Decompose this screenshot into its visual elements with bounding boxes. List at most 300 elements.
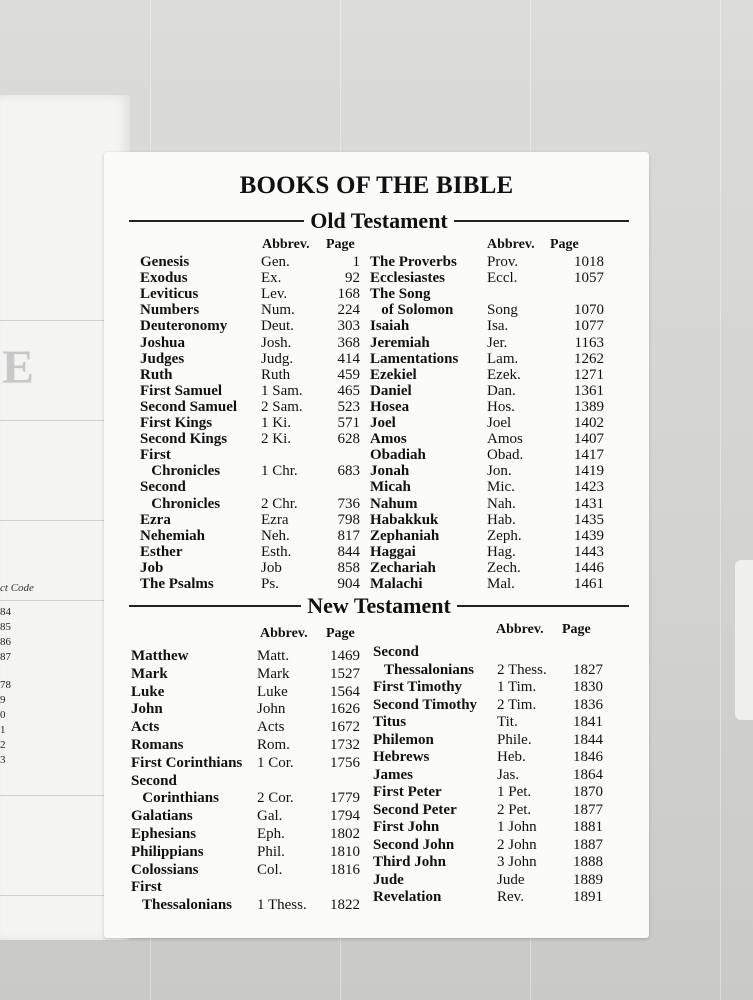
book-abbrev: 2 Ki. <box>261 431 291 448</box>
book-name: Zephaniah <box>370 527 440 544</box>
book-name: Deuteronomy <box>140 318 228 335</box>
book-entry <box>370 286 640 303</box>
book-entry <box>140 286 360 303</box>
left-page-codes-b <box>0 678 11 768</box>
book-name: Daniel <box>370 382 412 399</box>
left-page-rule <box>0 420 118 421</box>
book-entry <box>140 335 360 352</box>
book-page-number: 1827 <box>573 661 603 678</box>
book-name: First Samuel <box>140 382 223 399</box>
book-name: Zechariah <box>370 559 436 576</box>
book-abbrev: Num. <box>261 302 295 319</box>
book-abbrev: 1 Cor. <box>257 754 294 771</box>
book-abbrev: Jon. <box>487 463 512 480</box>
book-name: Philemon <box>373 731 434 748</box>
book-abbrev: 3 John <box>497 854 537 870</box>
book-name: Hosea <box>370 398 410 415</box>
book-name: Galatians <box>131 808 193 825</box>
left-page-rule <box>0 320 118 321</box>
book-entry <box>370 576 640 593</box>
book-abbrev: Dan. <box>487 382 516 399</box>
book-name: First Corinthians <box>131 754 243 771</box>
book-page-number: 1881 <box>573 819 603 835</box>
book-entry <box>140 447 360 464</box>
book-entry <box>140 528 360 545</box>
book-page-number: 523 <box>337 398 360 415</box>
book-name: Malachi <box>370 576 423 592</box>
book-page-number: 858 <box>337 559 360 576</box>
book-page-number: 1527 <box>330 665 360 682</box>
book-abbrev: Hab. <box>487 511 516 528</box>
book-page-number: 1271 <box>574 366 604 383</box>
book-name: Second <box>140 479 186 496</box>
book-entry <box>140 254 360 271</box>
book-abbrev: Mark <box>257 665 290 682</box>
code-value: 86 <box>0 636 11 648</box>
book-page-number: 1822 <box>330 897 360 914</box>
book-page-number: 303 <box>337 318 360 335</box>
book-abbrev: Eph. <box>257 826 285 842</box>
book-entry <box>131 666 371 683</box>
book-abbrev: 2 Thess. <box>497 661 547 678</box>
book-name: Romans <box>131 737 184 753</box>
book-name: Micah <box>370 479 411 496</box>
book-entry <box>140 431 360 448</box>
book-page-number: 1419 <box>574 463 604 480</box>
book-entry <box>140 302 360 319</box>
book-abbrev: Esth. <box>261 543 292 560</box>
book-entry <box>373 889 633 906</box>
book-page-number: 168 <box>337 286 360 303</box>
surface-seam <box>720 0 721 1000</box>
book-abbrev: Mic. <box>487 479 515 496</box>
book-abbrev: Job <box>261 559 282 576</box>
book-entry <box>373 854 633 871</box>
book-entry <box>131 879 371 896</box>
book-name: Jonah <box>370 463 410 480</box>
book-page-number: 1431 <box>574 495 604 512</box>
book-abbrev: Matt. <box>257 648 290 664</box>
left-page-rule <box>0 600 118 601</box>
book-name: Second Samuel <box>140 398 238 415</box>
book-entry <box>373 872 633 889</box>
book-page-number: 1077 <box>574 318 604 335</box>
book-name: First <box>140 447 171 464</box>
book-page-number: 1864 <box>573 766 603 783</box>
book-entry <box>370 544 640 561</box>
book-name: Ezra <box>140 511 171 528</box>
book-page-number: 1888 <box>573 854 603 870</box>
book-name: James <box>373 766 413 783</box>
book-page-number: 92 <box>345 270 360 287</box>
heading-rule-right <box>457 605 629 607</box>
book-abbrev: Rev. <box>497 889 524 905</box>
left-page-codes-a <box>0 605 11 665</box>
book-name: of Solomon <box>370 302 454 319</box>
book-name: First <box>131 879 162 896</box>
book-name: First John <box>373 819 440 835</box>
book-abbrev: Ps. <box>261 576 279 592</box>
book-entry <box>370 560 640 577</box>
book-entry <box>370 383 640 400</box>
background-object <box>735 560 753 720</box>
book-name: Haggai <box>370 543 416 560</box>
book-name: Jude <box>373 871 404 888</box>
left-page-letter: E <box>2 341 35 394</box>
book-page-number: 414 <box>337 350 360 367</box>
book-entry <box>140 544 360 561</box>
book-page-number: 1163 <box>574 334 604 351</box>
book-page-number: 1870 <box>573 784 603 800</box>
ot-left-abbrev-header: Abbrev. <box>262 237 310 252</box>
book-abbrev: Eccl. <box>487 270 518 287</box>
book-entry <box>373 749 633 766</box>
book-entry <box>131 755 371 772</box>
book-page-number: 798 <box>337 511 360 528</box>
book-abbrev: 2 Cor. <box>257 790 294 807</box>
book-name: Numbers <box>140 302 200 319</box>
book-abbrev: 1 Ki. <box>261 415 291 431</box>
book-page-number: 465 <box>337 382 360 399</box>
left-page-code-label: ct Code <box>0 582 34 594</box>
nt-left-page-header: Page <box>326 626 355 641</box>
book-page-number: 1802 <box>330 826 360 842</box>
book-name: Second Timothy <box>373 696 478 713</box>
book-entry <box>131 808 371 825</box>
book-entry <box>140 479 360 496</box>
book-entry <box>370 479 640 496</box>
code-value: 3 <box>0 754 6 766</box>
book-entry <box>140 496 360 513</box>
book-name: Nahum <box>370 495 418 512</box>
book-entry <box>370 351 640 368</box>
book-entry <box>140 367 360 384</box>
book-abbrev: 1 Chr. <box>261 463 298 480</box>
book-abbrev: Joel <box>487 415 512 431</box>
book-name: Revelation <box>373 889 442 905</box>
book-entry <box>370 367 640 384</box>
book-entry <box>370 415 640 432</box>
code-value: 9 <box>0 694 6 706</box>
book-abbrev: Mal. <box>487 576 515 592</box>
book-name: Thessalonians <box>131 897 233 914</box>
book-name: Thessalonians <box>373 661 475 678</box>
book-abbrev: Prov. <box>487 254 519 270</box>
book-abbrev: 2 Chr. <box>261 495 298 512</box>
book-name: Philippians <box>131 843 204 860</box>
book-entry <box>131 773 371 790</box>
book-name: Mark <box>131 665 168 682</box>
book-abbrev: Jas. <box>497 766 520 783</box>
book-abbrev: Ezra <box>261 511 289 528</box>
book-page-number: 1564 <box>330 683 360 700</box>
book-page-number: 1891 <box>573 889 603 905</box>
book-entry <box>370 431 640 448</box>
book-abbrev: Neh. <box>261 527 290 544</box>
book-entry <box>131 790 371 807</box>
book-name: Second Kings <box>140 431 228 448</box>
book-name: First Kings <box>140 415 213 431</box>
book-page-number: 1417 <box>574 447 604 464</box>
book-entry <box>370 512 640 529</box>
book-entry <box>373 697 633 714</box>
book-page-number: 1435 <box>574 511 604 528</box>
book-abbrev: John <box>257 701 286 718</box>
book-entry <box>370 318 640 335</box>
nt-right-abbrev-header: Abbrev. <box>496 622 544 637</box>
book-page-number: 1402 <box>574 415 604 431</box>
book-page-number: 1756 <box>330 754 360 771</box>
book-entry <box>140 399 360 416</box>
book-abbrev: Gal. <box>257 808 283 825</box>
book-entry <box>131 737 371 754</box>
book-abbrev: Amos <box>487 431 523 448</box>
book-name: Ruth <box>140 366 173 383</box>
book-name: Luke <box>131 683 165 700</box>
book-entry <box>370 528 640 545</box>
book-name: Matthew <box>131 648 189 664</box>
book-entry <box>370 270 640 287</box>
book-page-number: 1887 <box>573 836 603 853</box>
book-abbrev: Hag. <box>487 543 516 560</box>
book-abbrev: 1 John <box>497 819 537 835</box>
book-name: Habakkuk <box>370 511 439 528</box>
book-page-number: 736 <box>337 495 360 512</box>
page-title: BOOKS OF THE BIBLE <box>239 172 514 199</box>
code-value: 0 <box>0 709 6 721</box>
book-name: The Proverbs <box>370 254 457 270</box>
book-name: Joshua <box>140 334 186 351</box>
book-abbrev: 1 Tim. <box>497 679 537 695</box>
book-name: Amos <box>370 431 407 448</box>
nt-right-page-header: Page <box>562 622 591 637</box>
book-page-number: 1361 <box>574 382 604 399</box>
book-page-number: 1830 <box>573 679 603 695</box>
book-entry <box>373 784 633 801</box>
book-page-number: 1423 <box>574 479 604 496</box>
book-name: Lamentations <box>370 350 459 367</box>
book-abbrev: Acts <box>257 719 285 736</box>
book-abbrev: 2 John <box>497 836 537 853</box>
book-page-number: 1262 <box>574 350 604 367</box>
book-abbrev: Tit. <box>497 714 518 730</box>
book-name: John <box>131 701 163 718</box>
book-abbrev: Judg. <box>261 350 294 367</box>
book-abbrev: Zeph. <box>487 527 522 544</box>
book-name: Genesis <box>140 254 190 270</box>
book-entry <box>373 644 633 661</box>
ot-right-page-header: Page <box>550 237 579 252</box>
book-name: Obadiah <box>370 447 426 464</box>
book-entry <box>373 819 633 836</box>
book-page-number: 1018 <box>574 254 604 270</box>
book-page-number: 1446 <box>574 559 604 576</box>
code-value: 78 <box>0 679 11 691</box>
book-name: Isaiah <box>370 318 410 335</box>
book-abbrev: Lam. <box>487 350 519 367</box>
book-name: Chronicles <box>140 495 221 512</box>
book-entry <box>131 701 371 718</box>
book-page-number: 1469 <box>330 648 360 664</box>
book-name: Second Peter <box>373 801 457 818</box>
old-testament-label: Old Testament <box>310 208 448 233</box>
book-entry <box>373 802 633 819</box>
book-name: Hebrews <box>373 749 430 765</box>
code-value: 87 <box>0 651 11 663</box>
book-entry <box>373 714 633 731</box>
book-page-number: 1810 <box>330 843 360 860</box>
book-page-number: 1389 <box>574 398 604 415</box>
book-page-number: 368 <box>337 334 360 351</box>
new-testament-label: New Testament <box>307 593 451 618</box>
book-name: Esther <box>140 543 183 560</box>
book-page-number: 1889 <box>573 871 603 888</box>
book-page-number: 571 <box>337 415 360 431</box>
book-abbrev: Jer. <box>487 334 508 351</box>
book-name: Titus <box>373 714 407 730</box>
book-name: Ephesians <box>131 826 197 842</box>
book-page-number: 1844 <box>573 731 603 748</box>
book-page-number: 1407 <box>574 431 604 448</box>
book-page-number: 1836 <box>573 696 603 713</box>
book-name: The Song <box>370 286 431 303</box>
book-abbrev: Josh. <box>261 334 292 351</box>
code-value: 85 <box>0 621 11 633</box>
book-name: Leviticus <box>140 286 199 303</box>
new-testament-heading <box>129 592 629 620</box>
book-name: Acts <box>131 719 160 736</box>
book-name: Judges <box>140 350 185 367</box>
book-page-number: 817 <box>337 527 360 544</box>
book-entry <box>140 576 360 593</box>
book-entry <box>140 351 360 368</box>
book-entry <box>131 844 371 861</box>
book-name: Job <box>140 559 164 576</box>
book-page-number: 459 <box>337 366 360 383</box>
book-entry <box>370 463 640 480</box>
book-entry <box>140 318 360 335</box>
ot-left-page-header: Page <box>326 237 355 252</box>
book-entry <box>373 767 633 784</box>
book-entry <box>370 254 640 271</box>
book-entry <box>140 415 360 432</box>
book-entry <box>370 302 640 319</box>
book-abbrev: 2 Tim. <box>497 696 537 713</box>
book-abbrev: Zech. <box>487 559 521 576</box>
book-abbrev: Obad. <box>487 447 524 464</box>
book-entry <box>373 679 633 696</box>
book-entry <box>131 719 371 736</box>
book-entry <box>140 270 360 287</box>
book-abbrev: Phil. <box>257 843 285 860</box>
book-page-number: 1070 <box>574 302 604 319</box>
book-name: The Psalms <box>140 576 214 592</box>
book-entry <box>370 335 640 352</box>
book-abbrev: 1 Pet. <box>497 784 532 800</box>
book-abbrev: Col. <box>257 861 283 878</box>
left-page-rule <box>0 520 118 521</box>
book-abbrev: Nah. <box>487 495 516 512</box>
book-page-number: 1057 <box>574 270 604 287</box>
book-name: Ecclesiastes <box>370 270 445 287</box>
book-page-number: 1443 <box>574 543 604 560</box>
book-name: Chronicles <box>140 463 221 480</box>
book-entry <box>131 648 371 665</box>
book-page-number: 1846 <box>573 749 603 765</box>
book-page-number: 1779 <box>330 790 360 807</box>
book-name: Third John <box>373 854 446 870</box>
book-name: Second <box>131 772 177 789</box>
left-page-rule <box>0 795 118 796</box>
book-name: Corinthians <box>131 790 219 807</box>
book-name: Second John <box>373 836 455 853</box>
book-name: Nehemiah <box>140 527 205 544</box>
book-abbrev: Gen. <box>261 254 290 270</box>
nt-left-abbrev-header: Abbrev. <box>260 626 308 641</box>
book-abbrev: Rom. <box>257 737 290 753</box>
book-page-number: 904 <box>337 576 360 592</box>
book-page-number: 1 <box>352 254 360 270</box>
book-page-number: 1732 <box>330 737 360 753</box>
code-value: 1 <box>0 724 6 736</box>
book-entry <box>140 463 360 480</box>
book-page-number: 683 <box>337 463 360 480</box>
book-entry <box>131 897 371 914</box>
code-value: 2 <box>0 739 6 751</box>
book-abbrev: Lev. <box>261 286 288 303</box>
heading-rule-right <box>454 220 629 222</box>
book-abbrev: Ex. <box>261 270 282 287</box>
book-abbrev: Isa. <box>487 318 509 335</box>
book-entry <box>370 399 640 416</box>
book-page-number: 1841 <box>573 714 603 730</box>
book-entry <box>131 862 371 879</box>
left-page-rule <box>0 895 118 896</box>
book-abbrev: Deut. <box>261 318 294 335</box>
old-testament-heading <box>129 207 629 235</box>
book-name: Joel <box>370 415 396 431</box>
book-page-number: 224 <box>337 302 360 319</box>
book-entry <box>370 447 640 464</box>
book-page-number: 1461 <box>574 576 604 592</box>
book-name: Second <box>373 644 419 660</box>
book-entry <box>140 383 360 400</box>
book-page-number: 1794 <box>330 808 360 825</box>
book-entry <box>140 512 360 529</box>
book-abbrev: 2 Pet. <box>497 801 532 818</box>
book-abbrev: Song <box>487 302 518 319</box>
book-name: First Timothy <box>373 679 463 695</box>
book-name: Jeremiah <box>370 334 430 351</box>
book-abbrev: Phile. <box>497 731 532 748</box>
bible-index-page <box>104 152 649 938</box>
book-page-number: 1672 <box>330 719 360 736</box>
book-page-number: 1626 <box>330 701 360 718</box>
book-page-number: 628 <box>337 431 360 448</box>
book-abbrev: Heb. <box>497 749 526 765</box>
book-page-number: 1816 <box>330 861 360 878</box>
book-name: First Peter <box>373 784 442 800</box>
book-abbrev: Hos. <box>487 398 515 415</box>
heading-rule-left <box>129 605 301 607</box>
book-abbrev: 1 Sam. <box>261 382 303 399</box>
book-abbrev: Jude <box>497 871 525 888</box>
book-entry <box>373 732 633 749</box>
book-entry <box>131 826 371 843</box>
heading-rule-left <box>129 220 304 222</box>
book-entry <box>140 560 360 577</box>
book-abbrev: 2 Sam. <box>261 398 303 415</box>
